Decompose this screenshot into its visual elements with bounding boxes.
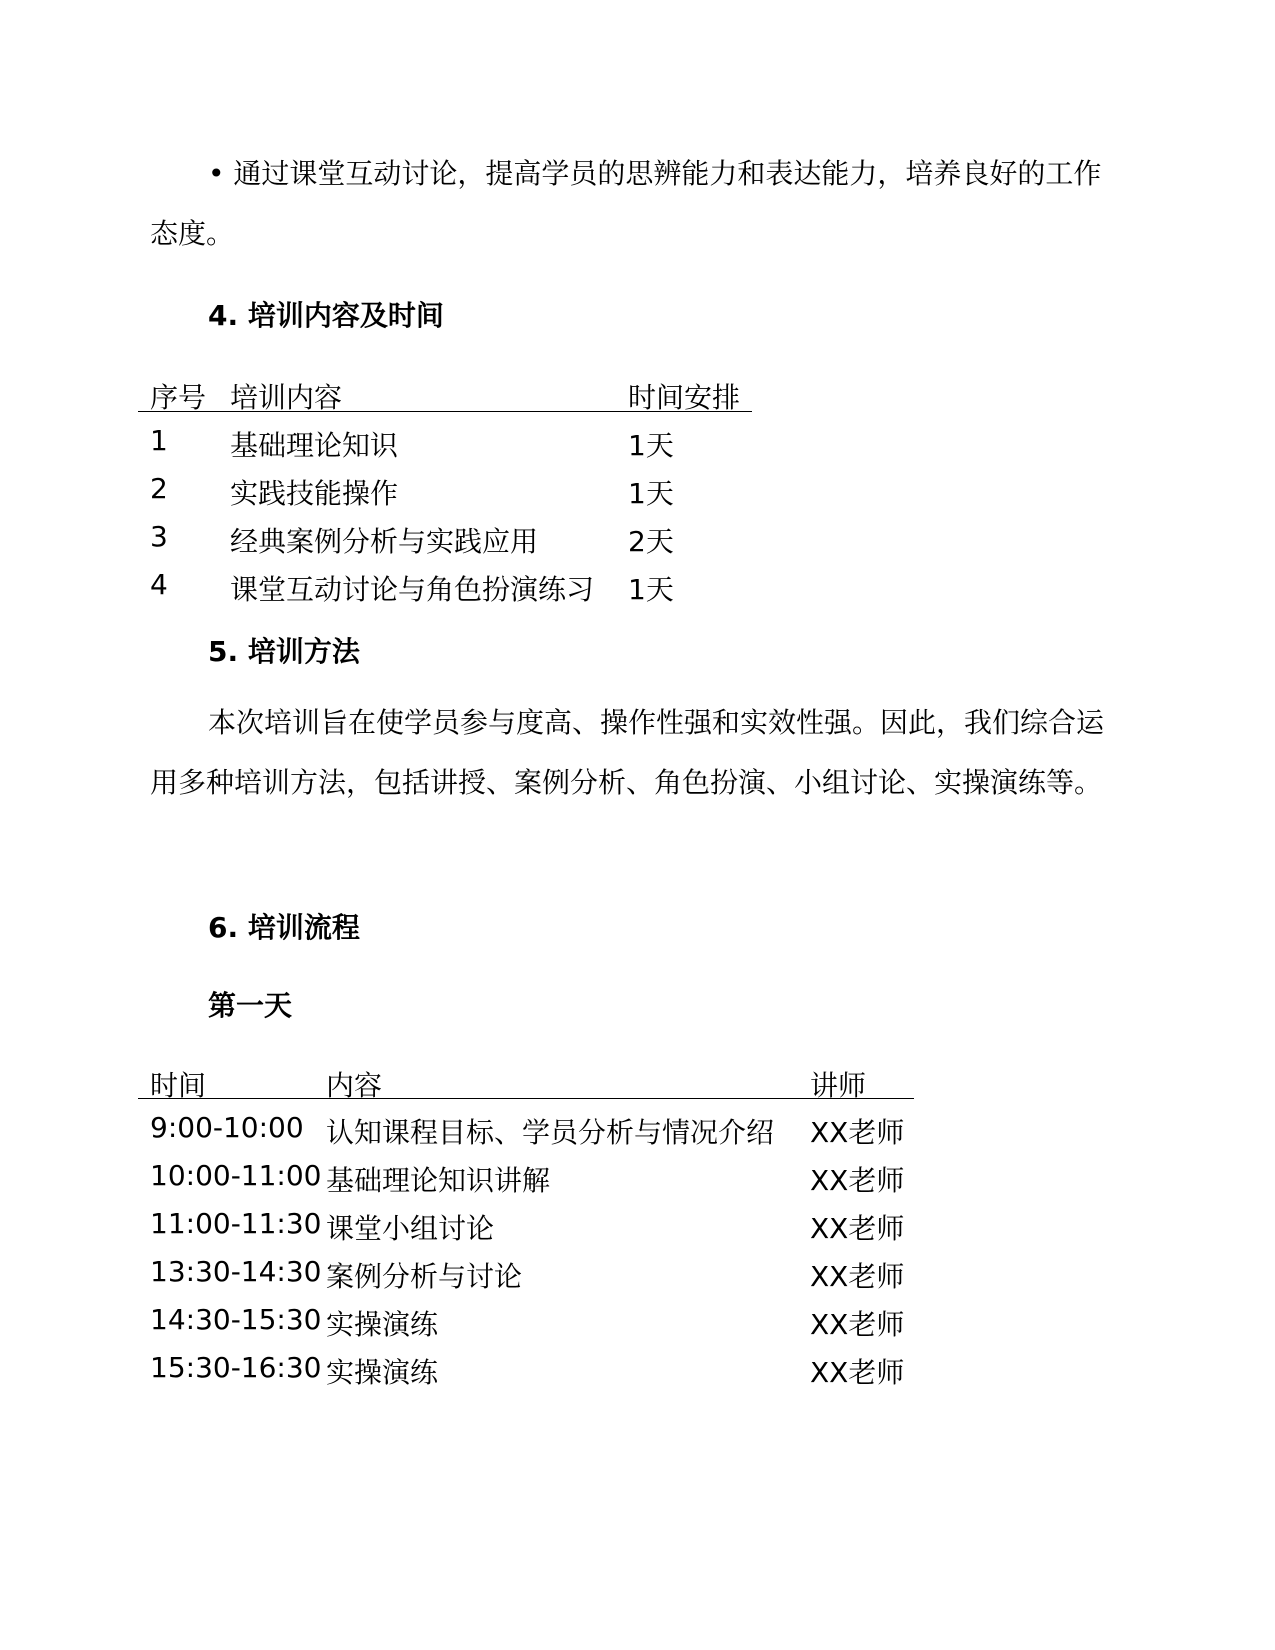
row-content: 基础理论知识讲解 (326, 1164, 551, 1197)
row-number: 3 (150, 520, 168, 553)
row-content: 案例分析与讨论 (326, 1260, 523, 1293)
objective-bullet-paragraph: • 通过课堂互动讨论，提高学员的思辨能力和表达能力，培养良好的工作态度。 (150, 157, 1102, 250)
row-instructor: XX老师 (810, 1356, 905, 1389)
row-duration: 1天 (628, 477, 674, 510)
table-header-duration: 时间安排 (628, 381, 741, 414)
table-header-time: 时间 (150, 1069, 207, 1102)
row-instructor: XX老师 (810, 1116, 905, 1149)
row-instructor: XX老师 (810, 1260, 905, 1293)
row-time: 13:30-14:30 (150, 1255, 322, 1288)
row-time: 9:00-10:00 (150, 1111, 304, 1144)
table-header-rule (138, 1098, 914, 1099)
row-instructor: XX老师 (810, 1308, 905, 1341)
row-instructor: XX老师 (810, 1212, 905, 1245)
row-duration: 1天 (628, 429, 674, 462)
row-content: 课堂互动讨论与角色扮演练习 (230, 573, 595, 606)
row-content: 实操演练 (326, 1308, 439, 1341)
row-content: 认知课程目标、学员分析与情况介绍 (326, 1116, 775, 1149)
row-duration: 1天 (628, 573, 674, 606)
row-content: 基础理论知识 (230, 429, 399, 462)
row-content: 实践技能操作 (230, 477, 399, 510)
row-instructor: XX老师 (810, 1164, 905, 1197)
table-header-content: 培训内容 (230, 381, 343, 414)
table-header-rule (138, 411, 752, 412)
row-content: 实操演练 (326, 1356, 439, 1389)
training-method-paragraph: 本次培训旨在使学员参与度高、操作性强和实效性强。因此，我们综合运用多种培训方法，包括讲授、案例分析、角色扮演、小组讨论、实操演练等。 (150, 706, 1105, 799)
row-content: 课堂小组讨论 (326, 1212, 495, 1245)
day-one-title: 第一天 (208, 989, 293, 1022)
row-number: 4 (150, 568, 168, 601)
row-duration: 2天 (628, 525, 674, 558)
row-time: 10:00-11:00 (150, 1159, 322, 1192)
section-heading-training-process: 6. 培训流程 (208, 911, 360, 944)
row-content: 经典案例分析与实践应用 (230, 525, 539, 558)
section-heading-training-content: 4. 培训内容及时间 (208, 299, 444, 332)
table-header-number: 序号 (150, 381, 207, 414)
row-time: 11:00-11:30 (150, 1207, 322, 1240)
row-time: 14:30-15:30 (150, 1303, 322, 1336)
row-time: 15:30-16:30 (150, 1351, 322, 1384)
section-heading-training-method: 5. 培训方法 (208, 635, 360, 668)
row-number: 1 (150, 424, 168, 457)
row-number: 2 (150, 472, 168, 505)
table-header-content: 内容 (326, 1069, 383, 1102)
table-header-instructor: 讲师 (810, 1069, 867, 1102)
